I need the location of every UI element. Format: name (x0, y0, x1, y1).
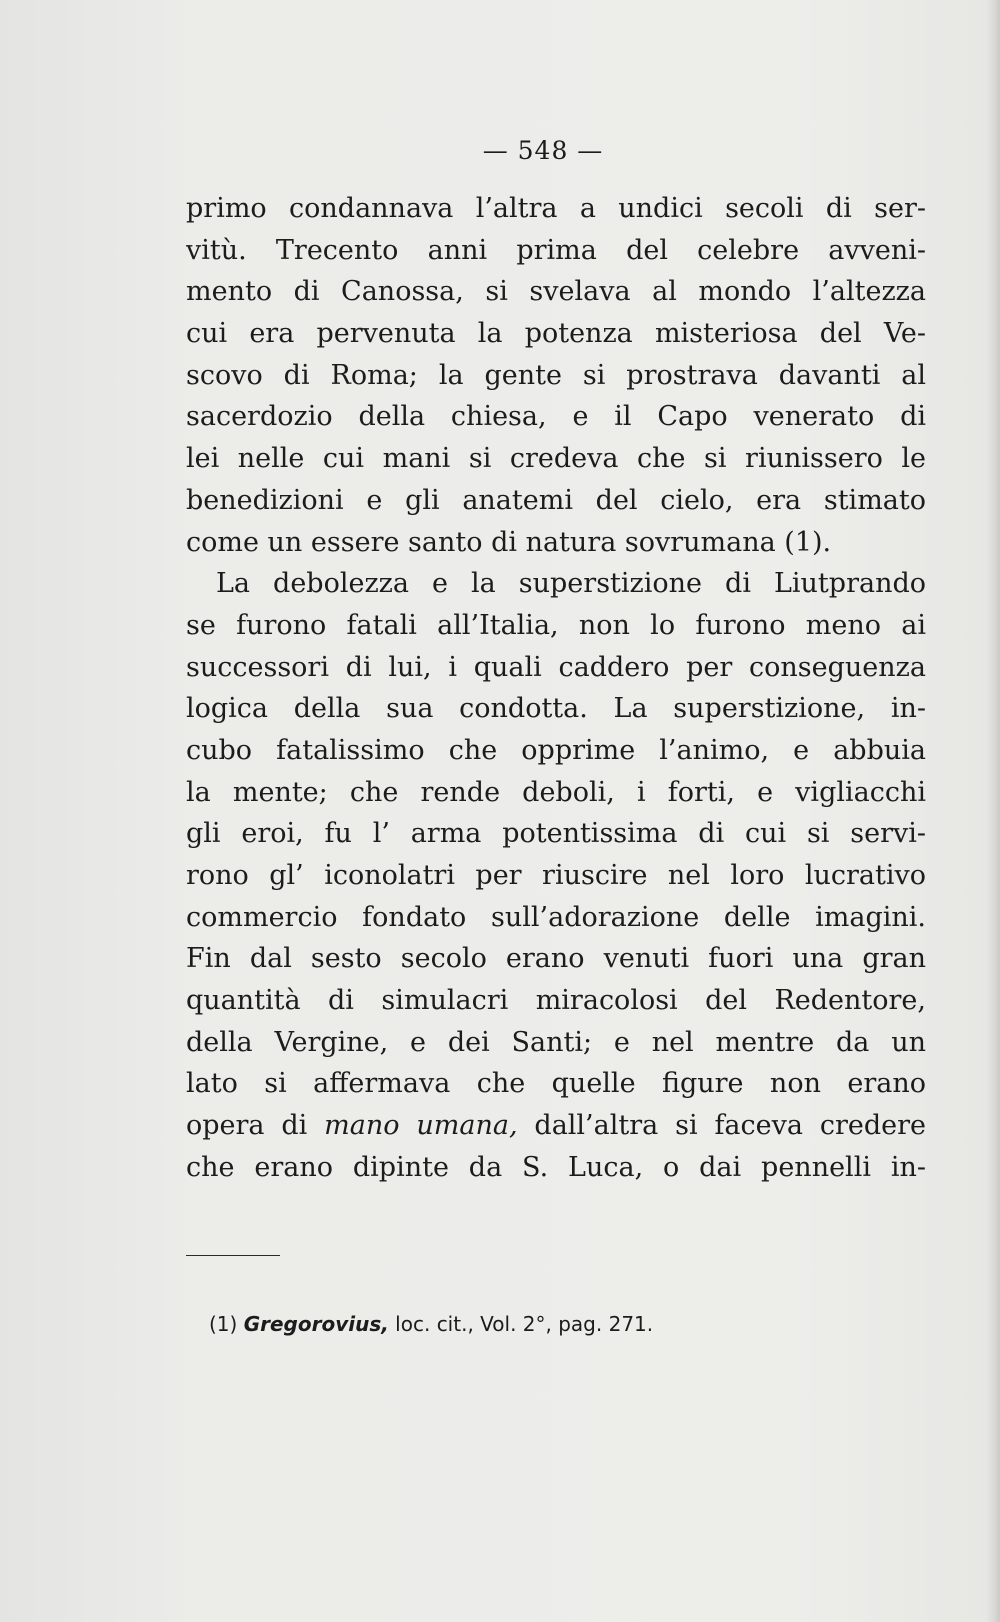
page-number: — 548 — (482, 136, 604, 165)
footnote (209, 1312, 653, 1336)
text-line: lei nelle cui mani si credeva che si riunissero le (186, 443, 926, 475)
footnote-reference: loc. cit., Vol. 2°, pag. 271. (388, 1312, 654, 1336)
text-line: logica della sua condotta. La superstizione, in- (186, 693, 926, 725)
text-line: scovo di Roma; la gente si prostrava davanti al (186, 359, 926, 391)
text-line: lato si affermava che quelle figure non erano (186, 1068, 926, 1100)
text-line: mento di Canossa, si svelava al mondo l’altezza (186, 276, 926, 308)
text-line: cubo fatalissimo che opprime l’animo, e abbuia (186, 734, 926, 766)
text-line: commercio fondato sull’adorazione delle imagini. (186, 901, 926, 933)
text-line: benedizioni e gli anatemi del cielo, era stimato (186, 484, 926, 516)
text-line: sacerdozio della chiesa, e il Capo venerato di (186, 401, 926, 433)
text-line: quantità di simulacri miracolosi del Redentore, (186, 985, 926, 1017)
text-segment: opera di (186, 1110, 325, 1142)
page-edge-shadow (986, 0, 1000, 1622)
italic-phrase: mano umana, (324, 1110, 518, 1142)
footnote-author: Gregorovius, (243, 1312, 389, 1336)
text-line: che erano dipinte da S. Luca, o dai pennelli in- (186, 1151, 926, 1183)
text-line: La debolezza e la superstizione di Liutprando (216, 568, 926, 600)
text-line: gli eroi, fu l’ arma potentissima di cui si servi- (186, 818, 926, 850)
text-line: primo condannava l’altra a undici secoli di ser- (186, 193, 926, 224)
footnote-divider (186, 1255, 280, 1256)
text-line: rono gl’ iconolatri per riuscire nel loro lucrativo (186, 860, 926, 891)
text-line: vitù. Trecento anni prima del celebre avveni- (186, 234, 926, 266)
text-line: cui era pervenuta la potenza misteriosa del Ve- (186, 318, 926, 350)
text-line: successori di lui, i quali caddero per conseguenza (186, 651, 926, 683)
text-segment: dall’altra si faceva credere (517, 1110, 926, 1142)
text-line: Fin dal sesto secolo erano venuti fuori una gran (186, 943, 926, 975)
text-line: come un essere santo di natura sovrumana (1). (186, 526, 832, 558)
text-line: se furono fatali all’Italia, non lo furono meno ai (186, 609, 926, 641)
text-line: della Vergine, e dei Santi; e nel mentre da un (186, 1026, 926, 1058)
text-line: la mente; che rende deboli, i forti, e vigliacchi (186, 776, 926, 808)
text-line-with-italic (186, 1105, 926, 1147)
footnote-marker: (1) (209, 1312, 244, 1336)
body-text (186, 188, 926, 1189)
